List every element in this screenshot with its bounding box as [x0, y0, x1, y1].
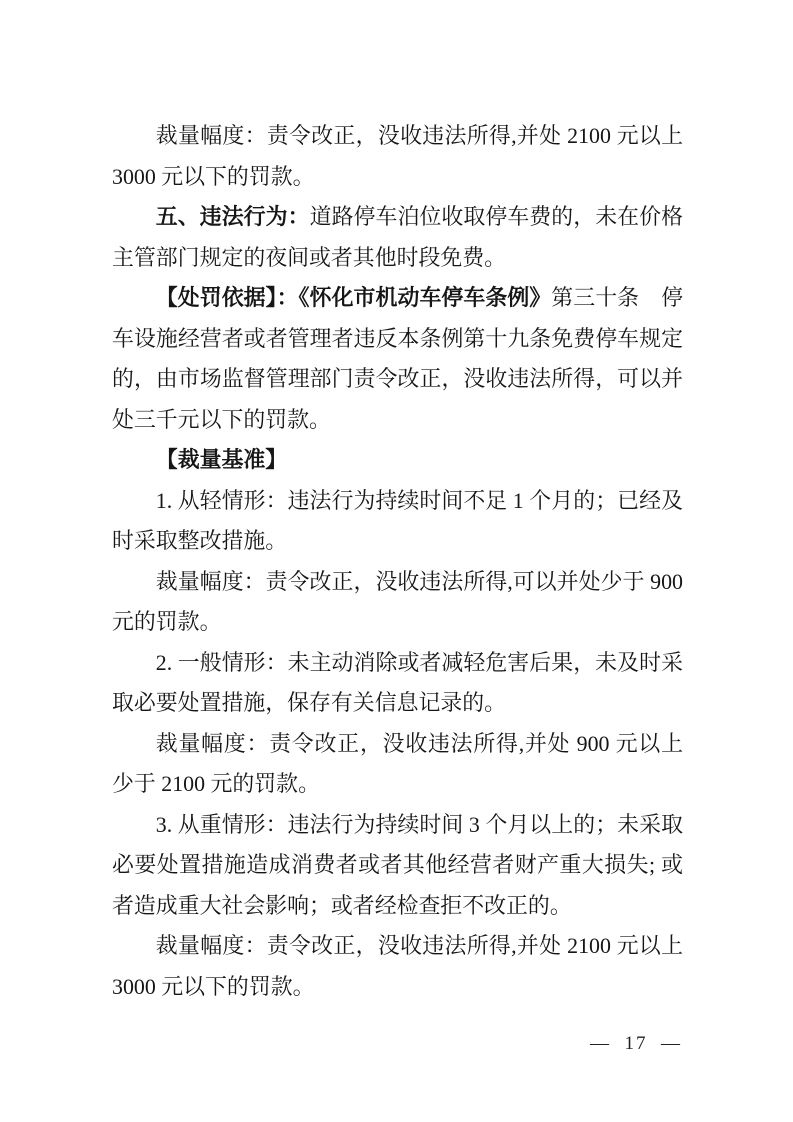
text-run: 道路停车泊位收取停车费的，未在价格主管部门规定的夜间或者其他时段免费。: [112, 204, 683, 270]
text-run: 裁量幅度：责令改正，没收违法所得,并处 2100 元以上 3000 元以下的罚款。: [112, 933, 683, 999]
para-punishment-basis: [112, 278, 683, 440]
para-item-5-violation: [112, 197, 683, 278]
bold-text-run: 【处罚依据】：《怀化市机动车停车条例》: [155, 285, 552, 310]
text-run: 3. 从重情形：违法行为持续时间 3 个月以上的；未采取必要处置措施造成消费者或者其他经营者财产重大损失; 或者造成重大社会影响；或者经检查拒不改正的。: [112, 811, 683, 918]
para-case-3-range: [112, 926, 683, 1007]
text-run: 裁量幅度：责令改正，没收违法所得,可以并处少于 900 元的罚款。: [112, 568, 683, 634]
para-case-2-general: [112, 643, 683, 724]
text-run: 2. 一般情形：未主动消除或者减轻危害后果，未及时采取必要处置措施，保存有关信息记录的。: [112, 649, 683, 715]
para-case-2-range: [112, 724, 683, 805]
text-run: 裁量幅度：责令改正，没收违法所得,并处 900 元以上少于 2100 元的罚款。: [112, 730, 683, 796]
para-case-3-severe: [112, 805, 683, 927]
para-discretion-standard-heading: [112, 440, 683, 481]
bold-text-run: 【裁量基准】: [155, 447, 288, 472]
para-penalty-range-prev-item: [112, 116, 683, 197]
text-run: 第三十条 停车设施经营者或者管理者违反本条例第十九条免费停车规定的，由市场监督管理部门责令改正，没收违法所得，可以并处三千元以下的罚款。: [112, 285, 683, 432]
para-case-1-lenient: [112, 481, 683, 562]
page-number: — 17 —: [590, 1033, 682, 1054]
para-case-1-range: [112, 562, 683, 643]
bold-text-run: 五、违法行为：: [155, 204, 310, 229]
text-run: 裁量幅度：责令改正，没收违法所得,并处 2100 元以上 3000 元以下的罚款。: [112, 123, 683, 189]
document-text-block: [112, 116, 683, 1007]
text-run: 1. 从轻情形：违法行为持续时间不足 1 个月的；已经及时采取整改措施。: [112, 487, 683, 553]
